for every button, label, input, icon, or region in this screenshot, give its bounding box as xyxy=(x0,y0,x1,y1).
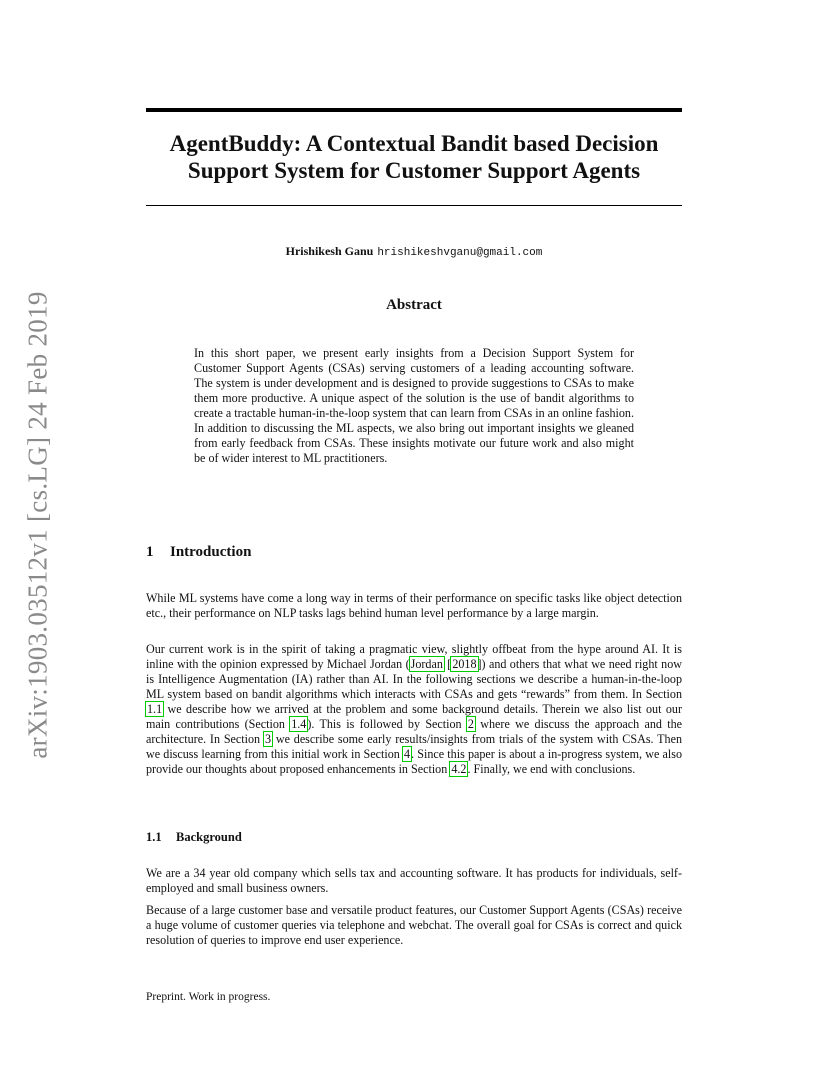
text-run: where we discuss the approach and the architecture. In Section xyxy=(146,717,682,746)
section-ref-1-4-link[interactable]: 1.4 xyxy=(291,717,307,731)
text-run: [ xyxy=(443,657,452,671)
section-title: Introduction xyxy=(170,544,252,560)
citation-year-link[interactable] xyxy=(451,657,477,671)
text-run: we describe some early results/insights from trials of the system with CSAs. Then we discuss learning from this initial work in Section xyxy=(146,732,683,761)
abstract-heading: Abstract xyxy=(386,297,442,313)
text-run: ). This is followed by Section xyxy=(307,717,467,731)
background-paragraph-2: Because of a large customer base and versatile product features, our Customer Support Agents (CSAs) receive a huge volume of customer queries via telephone and webchat. The overall goal for CSAs is correct and quick resolution of queries to improve end user experience. xyxy=(146,903,682,947)
title-line-2: Support System for Customer Support Agents xyxy=(187,158,641,183)
title-rule-top xyxy=(146,108,682,112)
subsection-heading-background xyxy=(146,830,682,845)
arxiv-id: arXiv:1903.03512v1 [cs.LG] 24 Feb 2019 xyxy=(22,291,53,759)
author-email: hrishikeshvganu@gmail.com xyxy=(377,247,543,259)
section-ref-1-1-link[interactable]: 1.1 xyxy=(147,702,163,716)
section-number: 1 xyxy=(146,544,154,560)
text-run: . Finally, we end with conclusions. xyxy=(467,762,636,776)
arxiv-sidebar-stamp xyxy=(18,290,58,760)
background-paragraph-1: We are a 34 year old company which sells tax and accounting software. It has products for individuals, self- employed and small business owners. xyxy=(146,866,682,895)
preprint-footnote: Preprint. Work in progress. xyxy=(146,991,271,1003)
subsection-title: Background xyxy=(176,830,242,844)
text-run: ]) and others that what we need right now is Intelligence Augmentation (IA) rather than AI. In the following sections we describe a human-in-the-loop ML system based on bandit algorithms which interacts with CSAs and gets “rewards” from them. In Section xyxy=(146,657,682,701)
section-ref-4-2-link[interactable]: 4.2 xyxy=(451,762,467,776)
title-line-1: AgentBuddy: A Contextual Bandit based Decision xyxy=(169,131,659,156)
section-ref-2-link[interactable]: 2 xyxy=(467,717,474,731)
text-run: we describe how we arrived at the problem and some background details. Therein we also list out our main contributions (Section xyxy=(146,702,682,731)
abstract-text: In this short paper, we present early insights from a Decision Support System for Customer Support Agents (CSAs) serving customers of a leading accounting software. The system is under development and is designed to provide suggestions to CSAs to make them more productive. A unique aspect of the solution is the use of bandit algorithms to create a tractable human-in-the-loop system that can learn from CSAs in an online fashion. In addition to discussing the ML aspects, we also bring out important insights we gleaned from early feedback from CSAs. These insights motivate our future work and also might be of wider interest to ML practitioners. xyxy=(194,346,634,465)
citation-name: Jordan xyxy=(410,657,443,671)
section-ref-3-link[interactable]: 3 xyxy=(264,732,271,746)
text-run: . Since this paper is about a in-progress system, we also provide our thoughts about proposed enhancements in Section xyxy=(146,747,682,776)
author-name: Hrishikesh Ganu xyxy=(285,244,374,258)
subsection-number: 1.1 xyxy=(146,830,162,844)
section-heading-introduction xyxy=(146,544,682,561)
author-line xyxy=(146,244,682,261)
citation-jordan-link[interactable] xyxy=(410,657,444,671)
citation-year: 2018 xyxy=(452,657,477,671)
title-rule-bottom xyxy=(146,205,682,206)
text-run: Our current work is in the spirit of taking a pragmatic view, slightly offbeat from the hype around AI. It is inline with the opinion expressed by Michael Jordan ( xyxy=(146,642,682,671)
paper-title xyxy=(146,130,682,184)
intro-paragraph-1: While ML systems have come a long way in terms of their performance on specific tasks like object detection etc., their performance on NLP tasks lags behind human level performance by a large margin. xyxy=(146,591,682,620)
intro-paragraph-2 xyxy=(146,642,682,777)
section-ref-4-link[interactable]: 4 xyxy=(404,747,411,761)
